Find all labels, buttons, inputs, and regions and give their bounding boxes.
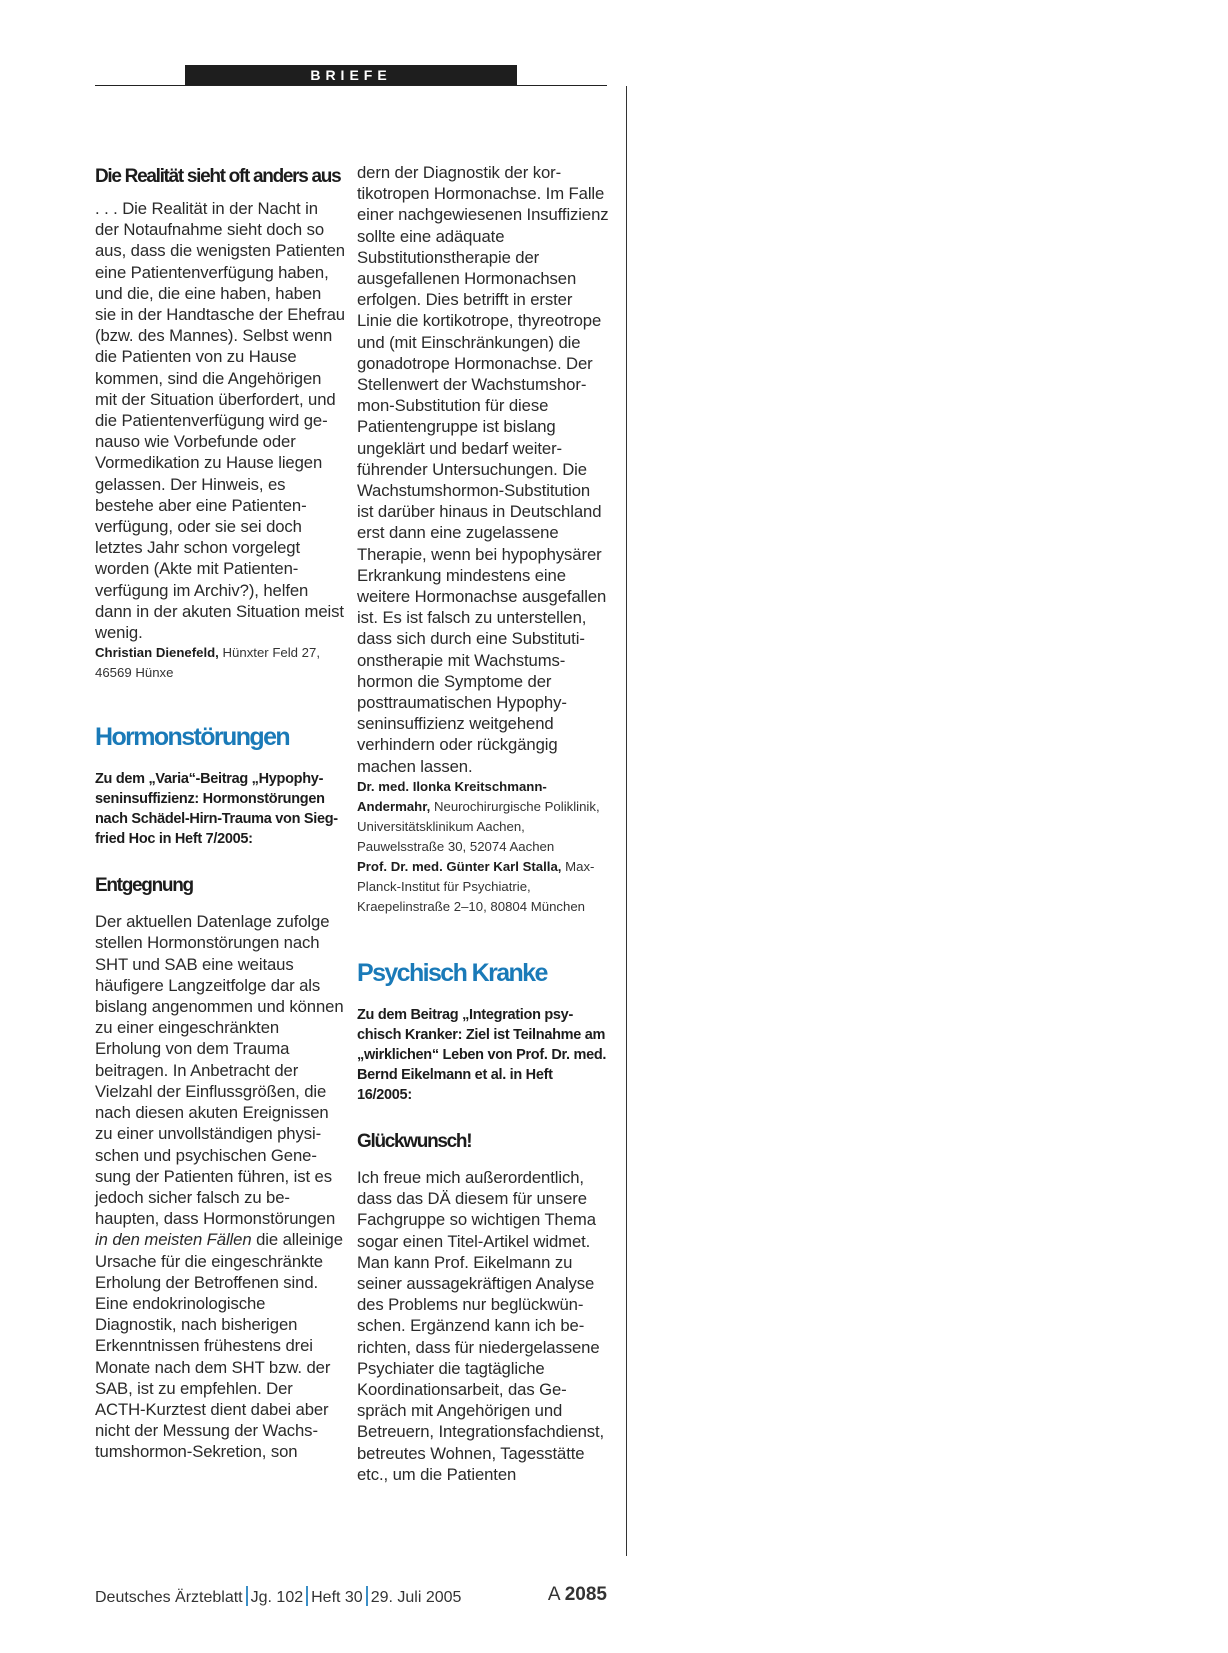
body-text-part: die alleinige Ursache für die eingeschränkte Erholung der Betroffenen sind. Eine endokrinologische Diagnostik, nach bisherigen Erkenntnissen frühestens drei Monate nach dem SHT bzw. der SAB, ist zu empfehlen. Der ACTH-Kurztest dient dabei aber nicht der Messung der Wachstumshormon-Sekretion, son bbox=[95, 1230, 343, 1462]
letter-title: Glückwunsch! bbox=[357, 1130, 472, 1152]
body-text-part: Der aktuellen Datenlage zufolge stellen Hormonstörungen nach SHT und SAB eine weitaus häufigere Langzeitfolge dar als bislang angenommen und können zu einer eingeschränkten Erholung von dem Trauma beitragen. In Anbetracht der Vielzahl der Einflussgrößen, die nach diesen akuten Ereignissen zu einer unvollständigen physischen und psychischen Genesung der Patienten führen, ist es jedoch sicher falsch zu behaupten, dass Hormonstörungen bbox=[95, 912, 344, 1229]
letter-body: Ich freue mich außerordentlich, dass das DÄ diesem für unsere Fachgruppe so wichtigen Thema sogar einen Titel-Artikel widmet. Man kann Prof. Eikelmann zu seiner aussagekräftigen Analyse des Problems nur beglückwünschen. Ergänzend kann ich berichten, dass für niedergelassene Psychiater die tagtägliche Koordinationsarbeit, das Gespräch mit Angehörigen und Betreuern, Integrationsfachdienst, betreutes Wohnen, Tagesstätte etc., um die Patienten bbox=[357, 1167, 605, 1484]
page-number bbox=[548, 1584, 607, 1606]
author-address: Max-Planck-Institut für Psychiatrie, Kraepelinstraße 2–10, 80804 München bbox=[357, 858, 595, 914]
journal-issue: Heft 30 bbox=[311, 1589, 363, 1606]
left-column bbox=[95, 162, 345, 1463]
letter-signature bbox=[357, 777, 609, 857]
journal-volume: Jg. 102 bbox=[250, 1589, 304, 1606]
page-footer bbox=[95, 1586, 607, 1607]
author-address: Hünxter Feld 27, 46569 Hünxe bbox=[95, 645, 320, 681]
column-divider bbox=[626, 86, 627, 1556]
page-prefix: A bbox=[547, 1584, 565, 1605]
author-name: Prof. Dr. med. Günter Karl Stalla, bbox=[357, 858, 562, 874]
section-intro: Zu dem Beitrag „Integration psychisch Kranker: Ziel ist Teilnahme am „wirklichen“ Leben von Prof. Dr. med. Bernd Eikelmann et al. in Heft 16/2005: bbox=[357, 1006, 607, 1103]
section-title: Hormonstörungen bbox=[95, 723, 290, 752]
letter-body-continued: dern der Diagnostik der kortikotropen Hormonachse. Im Falle einer nachgewiesenen Insuffizienz sollte eine adäquate Substitutionstherapie der ausgefallenen Hormonachsen erfolgen. Dies betrifft in erster Linie die kortikotrope, thyreotrope und (mit Einschränkungen) die gonadotrope Hormonachse. Der Stellenwert der Wachstumshormon-Substitution für diese Patientengruppe ist bislang ungeklärt und bedarf weiterführender Untersuchungen. Die Wachstumshormon-Substitution ist darüber hinaus in Deutschland erst dann eine zugelassene Therapie, wenn bei hypophysärer Erkrankung mindestens eine weitere Hormonachse ausgefallen ist. Es ist falsch zu unterstellen, dass sich durch eine Substitutionstherapie mit Wachstumshormon die Symptome der posttraumatischen Hypophyseninsuffizienz weitgehend verhindern oder rückgängig machen lassen. bbox=[357, 163, 609, 776]
journal-date: 29. Juli 2005 bbox=[370, 1589, 462, 1606]
author-name: Christian Dienefeld, bbox=[95, 645, 219, 661]
letter-signature bbox=[95, 643, 345, 683]
letter-title: Entgegnung bbox=[95, 875, 193, 897]
journal-name: Deutsches Ärzteblatt bbox=[95, 1589, 243, 1606]
author-address: Neurochirurgische Poliklinik, Universitätsklinikum Aachen, Pauwelsstraße 30, 52074 Aachen bbox=[357, 798, 600, 854]
body-emphasis: in den meisten Fällen bbox=[95, 1230, 252, 1250]
section-header: BRIEFE bbox=[185, 65, 517, 85]
footer-separator bbox=[366, 1586, 368, 1606]
footer-separator bbox=[306, 1586, 308, 1606]
section-intro: Zu dem „Varia“-Beitrag „Hypophyseninsuffizienz: Hormonstörungen nach Schädel-Hirn-Trauma von Siegfried Hoc in Heft 7/2005: bbox=[95, 771, 339, 848]
footer-separator bbox=[246, 1586, 248, 1606]
letter-body bbox=[95, 911, 345, 1462]
section-title: Psychisch Kranke bbox=[357, 958, 547, 987]
letter-signature bbox=[357, 857, 609, 917]
header-rule bbox=[95, 85, 607, 86]
letter-title: Die Realität sieht oft anders aus bbox=[95, 166, 341, 187]
right-column bbox=[357, 162, 609, 1485]
page-number-value: 2085 bbox=[564, 1584, 607, 1605]
author-name: Dr. med. Ilonka Kreitschmann-Andermahr, bbox=[357, 778, 547, 814]
letter-body: . . . Die Realität in der Nacht in der Notaufnahme sieht doch so aus, dass die wenigsten Patienten eine Patientenverfügung haben, und die, die eine haben, haben sie in der Handtasche der Ehefrau (bzw. des Mannes). Selbst wenn die Patienten von zu Hause kommen, sind die Angehörigen mit der Situation überfordert, und die Patientenverfügung wird genauso wie Vorbefunde oder Vormedikation zu Hause liegen gelassen. Der Hinweis, es bestehe aber eine Patientenverfügung, oder sie sei doch letztes Jahr schon vorgelegt worden (Akte mit Patientenverfügung im Archiv?), helfen dann in der akuten Situation meist wenig. bbox=[95, 199, 345, 643]
